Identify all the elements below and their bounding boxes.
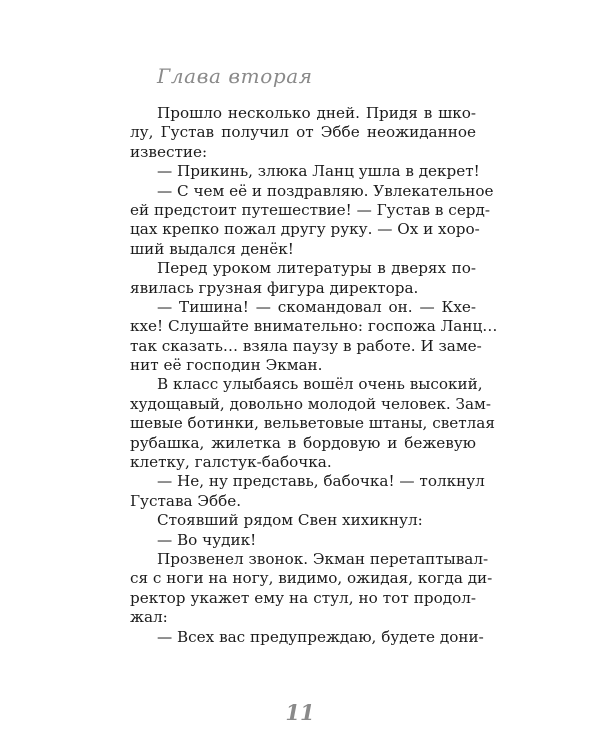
text-line: так сказать… взяла паузу в работе. И заме-	[130, 336, 482, 355]
text-line: ректор укажет ему на стул, но тот продол-	[130, 588, 476, 607]
text-line: — Тишина! — скомандовал он. — Кхе-	[157, 297, 476, 316]
text-line: Перед уроком литературы в дверях по-	[157, 259, 476, 278]
text-line: — С чем её и поздравляю. Увлекательное	[157, 181, 494, 200]
text-line: В класс улыбаясь вошёл очень высокий,	[157, 375, 483, 394]
chapter-title: Глава вторая	[157, 64, 313, 88]
text-line: рубашка, жилетка в бордовую и бежевую	[130, 433, 476, 452]
text-line: Стоявший рядом Свен хихикнул:	[157, 511, 423, 530]
text-line: — Всех вас предупреждаю, будете дони-	[157, 627, 484, 646]
text-line: худощавый, довольно молодой человек. Зам-	[130, 394, 491, 413]
text-line: клетку, галстук-бабочка.	[130, 453, 332, 472]
body-text	[130, 104, 498, 647]
text-line: Прошло несколько дней. Придя в шко-	[157, 104, 476, 122]
text-line: кхе! Слушайте внимательно: госпожа Ланц…	[130, 317, 498, 336]
text-line: — Во чудик!	[157, 530, 257, 549]
text-line: — Не, ну представь, бабочка! — толкнул	[157, 472, 485, 491]
text-line: — Прикинь, злюка Ланц ушла в декрет!	[157, 162, 480, 181]
text-line: лу, Густав получил от Эббе неожиданное	[130, 123, 476, 142]
text-line: явилась грузная фигура директора.	[130, 278, 419, 297]
text-line: Прозвенел звонок. Экман перетаптывал-	[157, 549, 489, 568]
text-line: известие:	[130, 142, 208, 161]
text-line: Густава Эббе.	[130, 491, 242, 510]
text-line: цах крепко пожал другу руку. — Ох и хоро-	[130, 220, 480, 239]
text-line: ший выдался денёк!	[130, 239, 294, 258]
text-line: ей предстоит путешествие! — Густав в серд-	[130, 200, 491, 219]
page-number: 11	[285, 700, 315, 725]
text-line: нит её господин Экман.	[130, 356, 323, 375]
text-line: ся с ноги на ногу, видимо, ожидая, когда ди-	[130, 569, 493, 588]
text-line: жал:	[130, 608, 168, 627]
text-line: шевые ботинки, вельветовые штаны, светлая	[130, 414, 495, 433]
